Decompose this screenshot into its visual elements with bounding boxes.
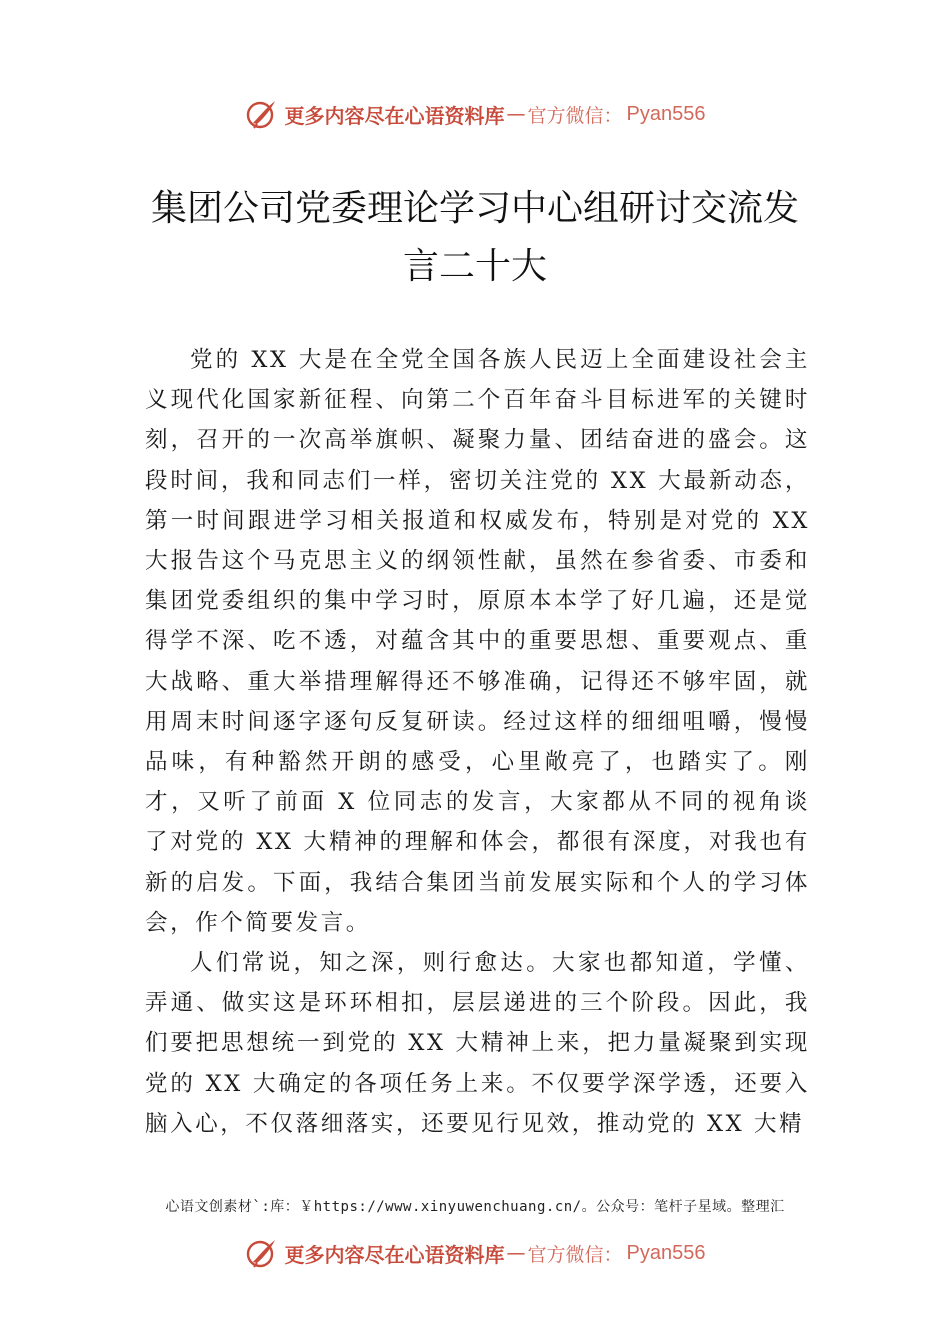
banner-wechat-id: Pyan556 xyxy=(626,1241,706,1264)
body-paragraph-2: 人们常说，知之深，则行愈达。大家也都知道，学懂、弄通、做实这是环环相扣，层层递进的三个阶段。因此，我们要把思想统一到党的 XX 大精神上来，把力量凝聚到实现党的 XX 大确定的各项任务上来。不仅要学深学透，还要入脑入心，不仅落细落实，还要见行见效，推动党的 XX 大精 xyxy=(145,950,810,1137)
source-footer-note: 心语文创素材`:库：￥https://www.xinyuwenchuang.cn/。公众号：笔杆子星域。整理汇 xyxy=(165,1199,785,1215)
banner-main-text: 更多内容尽在心语资料库 xyxy=(284,1242,505,1267)
body-paragraph-1: 党的 XX 大是在全党全国各族人民迈上全面建设社会主义现代化国家新征程、向第二个百年奋斗目标进军的关键时刻，召开的一次高举旗帜、凝聚力量、团结奋进的盛会。这段时间，我和同志们一样，密切关注党的 XX 大最新动态，第一时间跟进学习相关报道和权威发布，特别是对党的 XX 大报告这个马克思主义的纲领性献，虽然在参省委、市委和集团党委组织的集中学习时，原原本本学了好几遍，还是觉得学不深、吃不透，对蕴含其中的重要思想、重要观点、重大战略、重大举措理解得还不够准确，记得还不够牢固，就用周末时间逐字逐句反复研读。经过这样的细细咀嚼，慢慢品味，有种豁然开朗的感受，心里敞亮了，也踏实了。刚才，又听了前面 X 位同志的发言，大家都从不同的视角谈了对党的 XX 大精神的理解和体会，都很有深度，对我也有新的启发。下面，我结合集团当前发展实际和个人的学习体会，作个简要发言。 xyxy=(145,347,810,936)
document-title xyxy=(0,180,950,296)
banner-wechat-label: 官方微信： xyxy=(527,1243,623,1266)
watermark-banner-bottom xyxy=(0,1231,950,1275)
banner-wechat-id: Pyan556 xyxy=(626,102,706,125)
document-body xyxy=(145,340,810,1144)
title-line-2: 言二十大 xyxy=(402,246,547,287)
banner-separator: — xyxy=(506,103,526,125)
quill-pen-logo-icon xyxy=(245,97,279,131)
quill-pen-logo-icon xyxy=(245,1236,279,1270)
title-line-1: 集团公司党委理论学习中心组研讨交流发 xyxy=(150,188,799,229)
banner-separator: — xyxy=(506,1242,526,1264)
watermark-banner-top xyxy=(0,92,950,136)
banner-main-text: 更多内容尽在心语资料库 xyxy=(284,103,505,128)
banner-wechat-label: 官方微信： xyxy=(527,104,623,127)
